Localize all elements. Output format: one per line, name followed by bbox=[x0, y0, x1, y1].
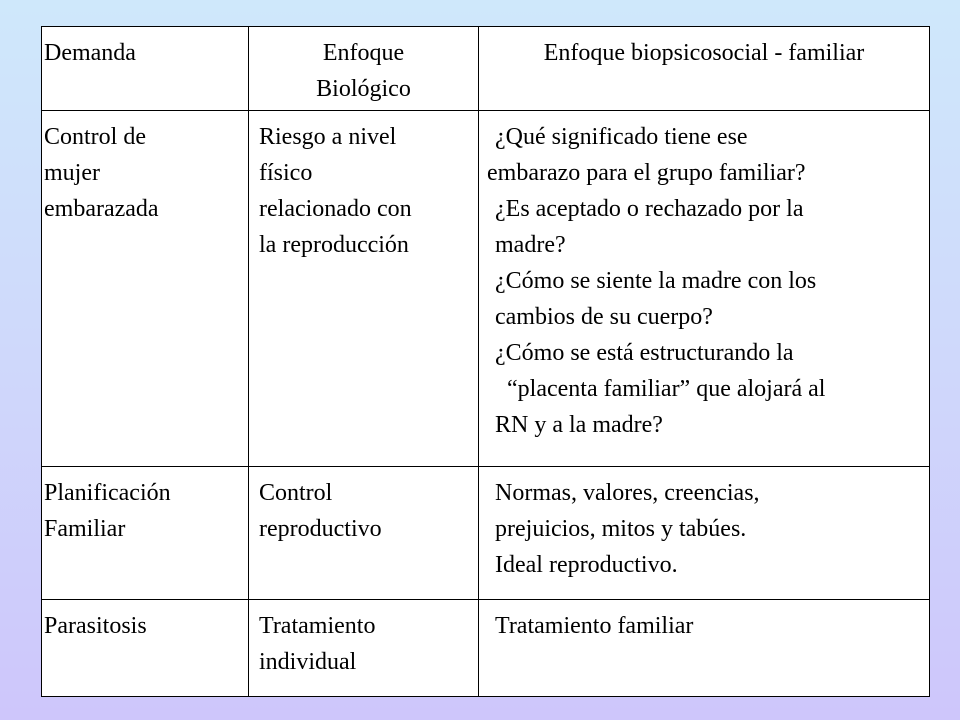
cell-line: Tratamiento familiar bbox=[495, 613, 694, 639]
cell-demanda bbox=[42, 111, 249, 467]
table-row bbox=[42, 111, 930, 467]
cell-line: Control de bbox=[44, 124, 146, 150]
cell-demanda bbox=[42, 600, 249, 697]
cell-line: individual bbox=[259, 649, 357, 675]
header-cell-biologico bbox=[249, 27, 479, 111]
cell-line: ¿Cómo se está estructurando la bbox=[495, 340, 794, 366]
cell-biologico bbox=[249, 467, 479, 600]
cell-line: Tratamiento bbox=[259, 613, 376, 639]
cell-line: embarazada bbox=[44, 196, 159, 222]
cell-line: madre? bbox=[495, 232, 566, 258]
header-cell-demanda bbox=[42, 27, 249, 111]
table-header-row bbox=[42, 27, 930, 111]
header-biologico-line: Enfoque bbox=[322, 40, 405, 66]
cell-line: ¿Cómo se siente la madre con los bbox=[495, 268, 817, 294]
cell-line: Planificación bbox=[44, 480, 171, 506]
cell-biopsicosocial bbox=[479, 467, 930, 600]
cell-line: relacionado con bbox=[259, 196, 412, 222]
cell-line: Riesgo a nivel bbox=[259, 124, 397, 150]
header-biopsicosocial-text: Enfoque biopsicosocial - familiar bbox=[543, 40, 865, 66]
cell-line: Normas, valores, creencias, bbox=[495, 480, 760, 506]
cell-line: prejuicios, mitos y tabúes. bbox=[495, 516, 747, 542]
cell-line: cambios de su cuerpo? bbox=[495, 304, 713, 330]
cell-line: Control bbox=[259, 480, 333, 506]
header-demanda-text: Demanda bbox=[44, 40, 136, 66]
header-cell-biopsicosocial bbox=[479, 27, 930, 111]
header-biologico-line: Biológico bbox=[316, 76, 411, 102]
cell-line: la reproducción bbox=[259, 232, 409, 258]
cell-line: embarazo para el grupo familiar? bbox=[487, 160, 806, 186]
cell-line: Familiar bbox=[44, 516, 126, 542]
comparison-table bbox=[41, 26, 930, 697]
cell-demanda bbox=[42, 467, 249, 600]
table-row bbox=[42, 467, 930, 600]
cell-line: Parasitosis bbox=[44, 613, 147, 639]
cell-line: ¿Qué significado tiene ese bbox=[495, 124, 748, 150]
cell-line: Ideal reproductivo. bbox=[495, 552, 678, 578]
cell-biopsicosocial bbox=[479, 111, 930, 467]
cell-biologico bbox=[249, 600, 479, 697]
table-row bbox=[42, 600, 930, 697]
cell-line: reproductivo bbox=[259, 516, 382, 542]
cell-line: mujer bbox=[44, 160, 100, 186]
cell-line: “placenta familiar” que alojará al bbox=[507, 376, 826, 402]
cell-biopsicosocial bbox=[479, 600, 930, 697]
cell-line: RN y a la madre? bbox=[495, 412, 663, 438]
cell-line: físico bbox=[259, 160, 313, 186]
cell-biologico bbox=[249, 111, 479, 467]
cell-line: ¿Es aceptado o rechazado por la bbox=[495, 196, 804, 222]
